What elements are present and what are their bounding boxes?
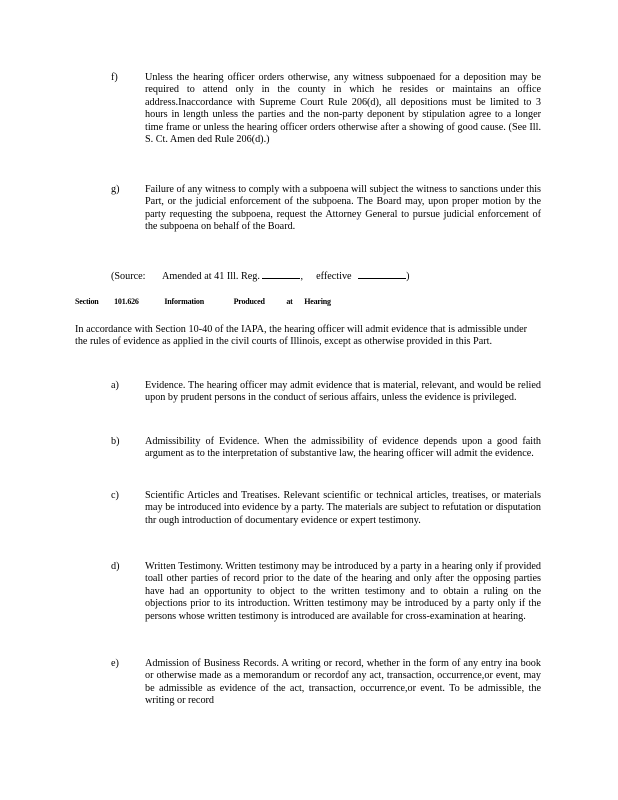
item-marker: b) bbox=[111, 436, 120, 447]
item-text: Written Testimony. Written testimony may be introduced by a party in a hearing only if provided toall other parties of record prior to the date of the hearing and only after the opposing parties have had an opportunity to object to the written testimony and to obtain a ruling on the objections prior to its introduction. Written testimony may be introduced by a party only if the persons whose written testimony is introduced are available for cross-examination at hearing. bbox=[145, 561, 541, 622]
item-marker: e) bbox=[111, 658, 119, 669]
effective-blank bbox=[358, 269, 406, 279]
source-comma: , bbox=[300, 271, 304, 282]
item-text: Failure of any witness to comply with a subpoena will subject the witness to sanctions under this Part, or the judicial enforcement of the subpoena. The Board may, upon proper motion by the party requesting the subpoena, request the Attorney General to pursue judicial enforcement of the subpoena on behalf of the Board. bbox=[145, 184, 541, 233]
item-text: Admissibility of Evidence. When the admissibility of evidence depends upon a good faith argument as to the interpretation of substantive law, the hearing officer will admit the evidence. bbox=[145, 436, 541, 460]
list-item-g bbox=[111, 184, 541, 234]
section-title-3: at bbox=[286, 297, 293, 306]
list-item-e bbox=[111, 658, 541, 708]
list-item-d bbox=[111, 561, 541, 623]
list-item-a bbox=[111, 380, 541, 405]
list-item-b bbox=[111, 436, 541, 461]
source-close: ) bbox=[406, 271, 410, 282]
intro-paragraph: In accordance with Section 10-40 of the IAPA, the hearing officer will admit evidence that is admissible under the rules of evidence as applied in the civil courts of Illinois, except as otherwise provided in this Part. bbox=[75, 324, 527, 348]
item-marker: c) bbox=[111, 490, 119, 501]
source-note bbox=[111, 269, 410, 283]
section-title-2: Produced bbox=[233, 297, 265, 306]
item-text: Admission of Business Records. A writing or record, whether in the form of any entry ina book or otherwise made as a memorandum or recordof any act, transaction, occurrence,or event, may be admissible as evidence of the act, transaction, occurrence,or event. To be admissible, the writing or record bbox=[145, 658, 541, 707]
source-open: (Source: bbox=[111, 271, 146, 282]
item-marker: d) bbox=[111, 561, 120, 572]
item-text: Evidence. The hearing officer may admit evidence that is material, relevant, and would be relied upon by prudent persons in the conduct of serious affairs, unless the evidence is privileged. bbox=[145, 380, 541, 404]
source-amended: Amended at 41 Ill. Reg. bbox=[162, 271, 260, 282]
list-item-f bbox=[111, 72, 541, 146]
item-text: Unless the hearing officer orders otherwise, any witness subpoenaed for a deposition may be required to attend only in the county in which he resides or maintains an office address.Inaccordance with Supreme Court Rule 206(d), all depositions must be limited to 3 hours in length unless the parties and the non-party deponent by stipulation agree to a longer time frame or unless the hearing officer orders otherwise after a showing of good cause. (See Ill. S. Ct. Amen ded Rule 206(d).) bbox=[145, 72, 541, 146]
register-blank bbox=[262, 269, 300, 279]
item-marker: g) bbox=[111, 184, 120, 195]
source-effective: effective bbox=[316, 271, 352, 282]
section-heading bbox=[75, 297, 331, 306]
section-title-1: Information bbox=[164, 297, 204, 306]
section-label: Section bbox=[75, 297, 99, 306]
item-marker: a) bbox=[111, 380, 119, 391]
section-number: 101.626 bbox=[114, 297, 139, 306]
item-text: Scientific Articles and Treatises. Relevant scientific or technical articles, treatises, or materials may be introduced into evidence by a party. The materials are subject to refutation or disputation thr ough introduction of documentary evidence or expert testimony. bbox=[145, 490, 541, 526]
item-marker: f) bbox=[111, 72, 118, 83]
section-title-4: Hearing bbox=[304, 297, 331, 306]
list-item-c bbox=[111, 490, 541, 527]
